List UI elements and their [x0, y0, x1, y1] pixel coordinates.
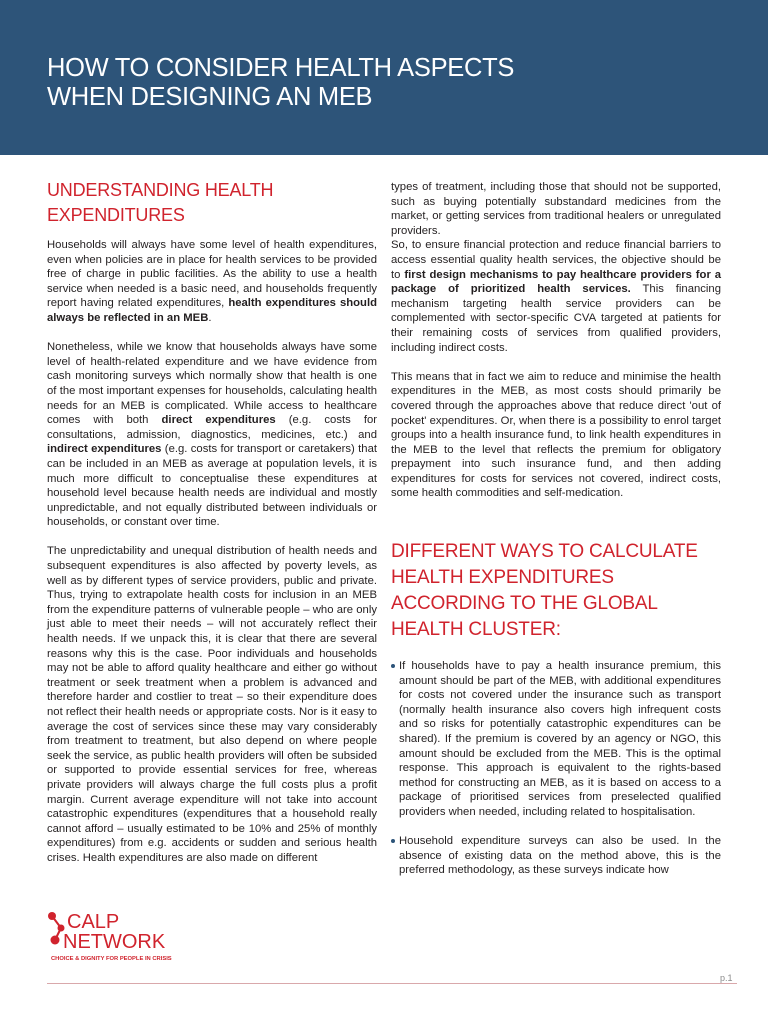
section-heading-understanding: [47, 178, 377, 228]
bullet-household-surveys: [391, 834, 721, 878]
paragraph-text: This financing mechanism targeting health service providers can be complemented with sector-specific CVA targeted at patients for their remaining costs of services from qualified providers, including indirect costs.: [391, 283, 721, 354]
header-banner: [0, 0, 768, 155]
section-heading-line1: DIFFERENT WAYS TO CALCULATE: [391, 541, 698, 563]
page-number: p.1: [720, 973, 733, 983]
paragraph-treatment-types: types of treatment, including those that should not be supported, such as buying potentially substandard medicines from the market, or getting services from traditional healers or unregulated providers.: [391, 181, 721, 237]
paragraph-unpredictability: The unpredictability and unequal distribution of health needs and subsequent expenditures is also affected by poverty levels, as well as by different types of service providers, public and private. Thus, trying to extrapolate health costs for inclusion in an MEB from the expenditure patterns of vulnerable people – who are only just able to meet their needs – will not accurately reflect their health needs. If we unpack this, it is clear that there are several reasons why this is the case. Poor individuals and households may not be able to afford quality healthcare and either go without treatment or seek treatment when a problem is advanced and therefore harder and costlier to treat – so their expenditure does not reflect their health needs or appropriate costs. Nor is it easy to average the cost of services since these may vary considerably from treatment to treatment, but also depend on where people seek the service, as public health providers will often be subsided or supported to provide essential services for free, whereas private providers will always charge the full costs plus a profit margin. Current average expenditure will not take into account catastrophic expenditures (expenditures that a household really cannot afford – usually estimated to be 10% and 25% of monthly expenditures) from e.g. accidents or sudden and serious health crises. Health expenditures are also made on different: [47, 545, 377, 864]
section-heading-line2: EXPENDITURES: [47, 205, 185, 225]
paragraph-intro: [47, 238, 377, 326]
paragraph-financial-protection: [391, 238, 721, 355]
bullet-text: If households have to pay a health insurance premium, this amount should be part of the MEB, with additional expenditures for costs not covered under the insurance such as transport (normally health insurance also covers high infrequent costs and so risks for potentially catastrophic expenditures can be shared). If the premium is covered by an agency or NGO, this amount should be excluded from the MEB. This is the optimal response. This approach is equivalent to the rights-based method for constructing an MEB, as it is based on access to a package of prioritised services from preselected qualified providers when needed, including related to hospitalisation.: [399, 660, 721, 818]
logo-text-calp: CALP: [67, 911, 120, 933]
paragraph-text: Households will always have some level of health expenditures, even when policies are in place for health services to be provided free of charge in public facilities. As the ability to use a health service when needed is a basic need, and households frequently report having related expenditures,: [47, 239, 377, 310]
paragraph-reduce-expenditures: This means that in fact we aim to reduce and minimise the health expenditures in the MEB, as most costs should primarily be covered through the approaches above that reduce direct 'out of pocket' expenditures. Or, when there is a possibility to enrol target groups into a health insurance fund, to link health expenditures in the MEB to the level that reflects the premium for obligatory prepayment into such insurance fund, and then adding expenditures for costs for services not covered, indirect costs, some health commodities and self-medication.: [391, 370, 721, 500]
left-column: [47, 178, 377, 866]
paragraph-text: (e.g. costs for transport or caretakers) that can be included in an MEB as average at population levels, it is much more difficult to conceptualise these expenditures at household level because health needs are individual and mostly unpredictable, and not equally distributed between individuals or households, or constant over time.: [47, 443, 377, 529]
bold-text: indirect expenditures: [47, 443, 162, 456]
paragraph-direct-indirect: [47, 340, 377, 530]
bullet-text: Household expenditure surveys can also be used. In the absence of existing data on the method above, this is the preferred methodology, as these surveys indicate how: [399, 835, 721, 877]
bullet-insurance-premium: [391, 659, 721, 820]
section-heading-line1: UNDERSTANDING HEALTH: [47, 180, 274, 200]
calp-network-logo: [47, 909, 207, 969]
bold-text: direct expenditures: [161, 414, 276, 427]
footer-divider: [47, 983, 737, 984]
section-heading-line4: HEALTH CLUSTER:: [391, 619, 561, 641]
right-column: [391, 180, 721, 878]
paragraph-text: So, to ensure financial protection and reduce financial barriers to access essential quality health services, the objective should be to: [391, 239, 721, 281]
bullet-dot-icon: [391, 664, 395, 668]
bold-text: first design mechanisms to pay healthcare providers for a package of prioritized health services.: [391, 268, 722, 296]
section-heading-calculate: [391, 539, 721, 643]
paragraph-text: (e.g. costs for consultations, admission, diagnostics, medicines, etc.) and: [47, 414, 378, 441]
page-title-line2: WHEN DESIGNING AN MEB: [47, 83, 373, 111]
logo-network-icon: [47, 909, 207, 969]
paragraph-text: .: [208, 311, 212, 324]
section-heading-line2: HEALTH EXPENDITURES: [391, 567, 614, 589]
logo-text-network: NETWORK: [63, 931, 166, 953]
page-title: [47, 54, 514, 112]
logo-tagline: CHOICE & DIGNITY FOR PEOPLE IN CRISIS: [51, 956, 172, 962]
section-heading-line3: ACCORDING TO THE GLOBAL: [391, 593, 658, 615]
paragraph-text: Nonetheless, while we know that households always have some level of health-related expenditure and we have evidence from cash monitoring surveys which normally show that health is one of the most important expenses for households, calculating health needs for an MEB is complicated. While access to healthcare comes with both: [47, 341, 377, 427]
bullet-dot-icon: [391, 839, 395, 843]
bold-text: health expenditures should always be reflected in an MEB: [47, 297, 377, 324]
page-title-line1: HOW TO CONSIDER HEALTH ASPECTS: [47, 54, 515, 82]
